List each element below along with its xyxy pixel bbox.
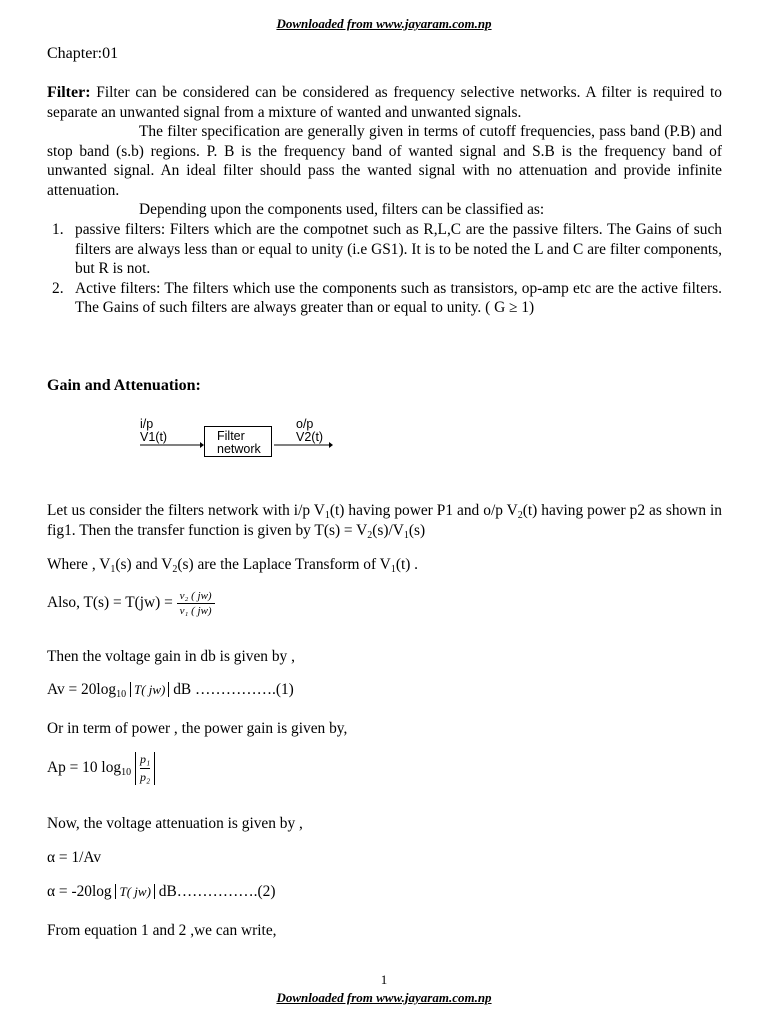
filter-definition <box>47 83 722 122</box>
subscript: 1 <box>390 564 396 575</box>
attenuation-intro: Now, the voltage attenuation is given by , <box>47 815 303 832</box>
para-text: (s) and V <box>115 556 173 573</box>
para-text: (s) <box>408 522 426 539</box>
list-item-text: Active filters: The filters which use the components such as transistors, op-amp etc are the active filters. The Gains of such filters are always greater than or equal to unity. ( G ≥ 1) <box>75 279 722 317</box>
subscript: 1 <box>403 530 409 541</box>
eq-text: Also, T(s) = T(jw) = <box>47 594 177 612</box>
power-gain-eq <box>47 752 155 785</box>
filter-specification: The filter specification are generally given in terms of cutoff frequencies, pass band (P.B) and stop band (s.b) regions. P. B is the frequency band of wanted signal and S.B is the frequency band of unwanted signal. An ideal filter should pass the wanted signal with no attenuation and provide infinite attenuation. <box>47 123 722 199</box>
subscript: 1 <box>324 510 330 521</box>
list-item-text: passive filters: Filters which are the compotnet such as R,L,C are the passive filters. The Gains of such filters are always less than or equal to unity (i.e GS1). It is to be noted the L and C are filter components, but R is not. <box>75 221 722 278</box>
eq-text: dB …………….(1) <box>169 681 294 698</box>
para-text: (s)/V <box>372 522 404 539</box>
para-text: (t) having power P1 and o/p V <box>329 502 518 519</box>
classification-intro: Depending upon the components used, filters can be classified as: <box>139 201 545 218</box>
diagram-input-label-2: V1(t) <box>140 430 168 444</box>
power-abs-fraction <box>135 752 155 785</box>
fraction-numerator: v₂ ( jw) <box>177 590 215 604</box>
alpha-eq-2 <box>47 883 275 901</box>
subscript: 1 <box>110 564 116 575</box>
para-text: Where , V <box>47 556 111 573</box>
box-label-1: Filter <box>217 429 245 443</box>
diagram-output-label <box>296 418 323 444</box>
subscript: 2 <box>367 530 373 541</box>
eq-text: α = -20log <box>47 883 116 900</box>
voltage-gain-intro: Then the voltage gain in db is given by , <box>47 648 295 665</box>
para-text: Let us consider the filters network with i/p V <box>47 502 325 519</box>
subscript: 2 <box>172 564 178 575</box>
filter-definition-text: Filter can be considered can be considered as frequency selective networks. A filter is required to separate an unwanted signal from a mixture of wanted and unwanted signals. <box>47 84 722 121</box>
alpha-eq-1: α = 1/Av <box>47 849 102 866</box>
box-label-2: network <box>217 442 261 456</box>
transfer-function-eq <box>47 590 215 617</box>
gain-heading: Gain and Attenuation: <box>47 377 201 394</box>
fraction-numerator: p₁ <box>140 752 150 769</box>
output-arrow-head <box>329 442 333 448</box>
diagram-input-label-1: i/p <box>140 417 154 431</box>
abs-value: T( jw) <box>115 884 154 899</box>
list-item <box>47 220 722 279</box>
diagram-output-label-1: o/p <box>296 417 314 431</box>
voltage-gain-eq <box>47 681 294 699</box>
filter-network-box <box>204 426 272 457</box>
subscript: 10 <box>121 767 132 779</box>
filter-term: Filter: <box>47 84 91 101</box>
list-item-number: 1. <box>52 221 64 238</box>
from-equation-text: From equation 1 and 2 ,we can write, <box>47 922 277 939</box>
diagram-output-label-2: V2(t) <box>296 430 324 444</box>
fraction-denominator: v₁ ( jw) <box>179 605 212 617</box>
eq-text: Av = 20log <box>47 681 117 698</box>
page-number: 1 <box>380 972 388 987</box>
fraction-denominator: p₂ <box>139 770 151 784</box>
subscript: 2 <box>517 510 523 521</box>
list-item-number: 2. <box>52 279 64 297</box>
transfer-fraction <box>177 590 215 617</box>
header-download-note: Downloaded from www.jayaram.com.np <box>276 16 492 31</box>
list-item <box>47 279 722 318</box>
eq-text: dB…………….(2) <box>154 883 276 900</box>
para-text: (s) are the Laplace Transform of V <box>177 556 391 573</box>
power-gain-intro: Or in term of power , the power gain is given by, <box>47 720 348 737</box>
filter-types-list <box>47 220 722 318</box>
footer-download-note: Downloaded from www.jayaram.com.np <box>276 990 492 1005</box>
abs-value: T( jw) <box>130 682 169 697</box>
chapter-label: Chapter:01 <box>47 45 119 62</box>
subscript: 10 <box>116 689 127 700</box>
laplace-note <box>47 556 418 574</box>
network-description <box>47 501 722 541</box>
para-text: (t) having power p2 as shown in fig1. Then the transfer function is given by T(s) = V <box>47 502 722 539</box>
para-text: (t) . <box>395 556 419 573</box>
eq-text: Ap = 10 log <box>47 759 122 777</box>
